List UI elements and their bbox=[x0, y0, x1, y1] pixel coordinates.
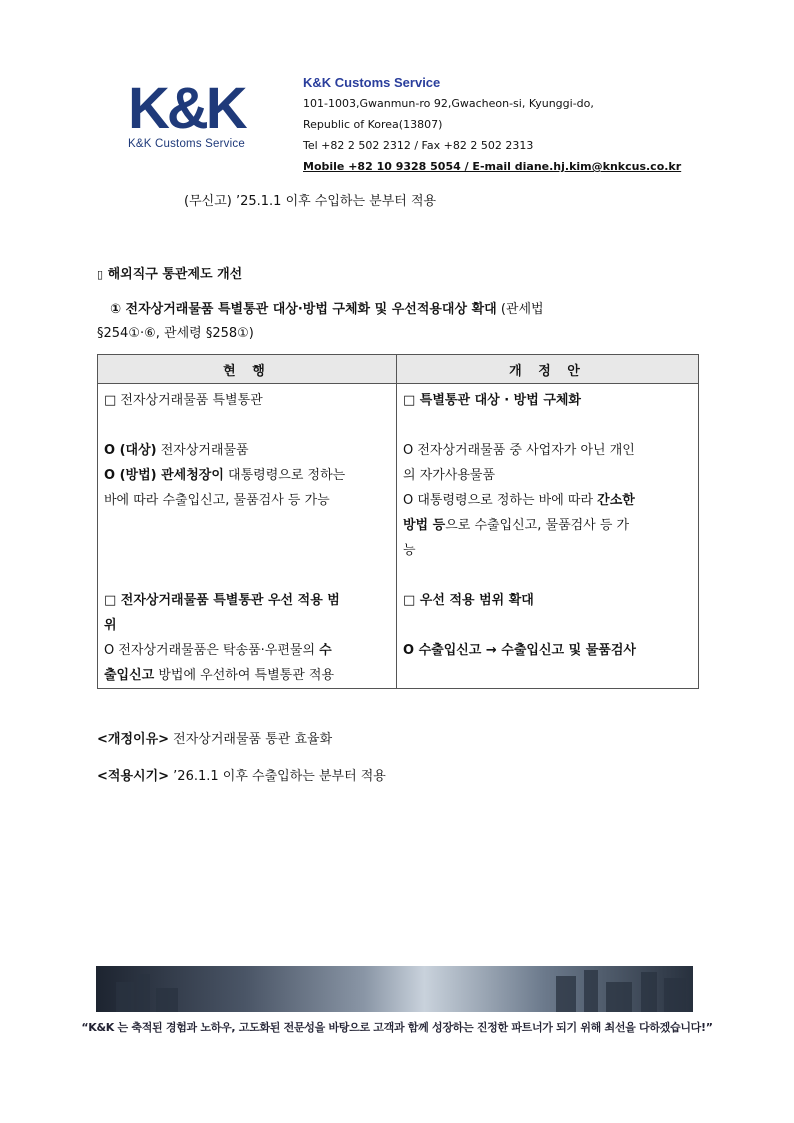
address-line-1: 101-1003,Gwanmun-ro 92,Gwacheon-si, Kyunggi-do, bbox=[303, 97, 594, 110]
company-info bbox=[303, 72, 681, 177]
top-note: (무신고) ’25.1.1 이후 수입하는 분부터 적용 bbox=[184, 194, 437, 209]
item-title-line2: §254①·⑥, 관세령 §258①) bbox=[97, 326, 254, 341]
table-header-row bbox=[98, 355, 699, 384]
comparison-table bbox=[97, 354, 699, 689]
company-logo bbox=[128, 76, 262, 150]
timing-label: <적용시기> bbox=[97, 769, 170, 784]
company-name: K&K Customs Service bbox=[303, 75, 441, 90]
item-title-normal: (관세법 bbox=[496, 302, 544, 317]
revised-line-7: □ 우선 적용 범위 확대 bbox=[403, 593, 534, 608]
item-title-bold: ① 전자상거래물품 특별통관 대상·방법 구체화 및 우선적용대상 확대 bbox=[110, 302, 497, 317]
tel-fax: Tel +82 2 502 2312 / Fax +82 2 502 2313 bbox=[303, 139, 534, 152]
revised-line-4: O 대통령령으로 정하는 바에 따라 간소한 bbox=[403, 493, 635, 508]
current-line-6: 위 bbox=[104, 618, 117, 633]
mobile-email: Mobile +82 10 9328 5054 / E-mail diane.hj.kim@knkcus.co.kr bbox=[303, 160, 682, 173]
current-line-2: O (대상) 전자상거래물품 bbox=[104, 443, 249, 458]
table-row bbox=[98, 384, 699, 689]
application-timing bbox=[97, 765, 386, 784]
current-line-8: 출입신고 방법에 우선하여 특별통관 적용 bbox=[104, 668, 335, 683]
revised-line-1: □ 특별통관 대상 · 방법 구체화 bbox=[403, 393, 581, 408]
current-line-1: □ 전자상거래물품 특별통관 bbox=[104, 393, 263, 408]
revision-reason bbox=[97, 728, 332, 747]
revised-line-5: 방법 등으로 수출입신고, 물품검사 등 가 bbox=[403, 518, 630, 533]
revised-cell bbox=[397, 384, 699, 689]
section-title: 해외직구 통관제도 개선 bbox=[107, 267, 243, 282]
current-cell bbox=[98, 384, 397, 689]
logo-subtitle: K&K Customs Service bbox=[128, 138, 245, 150]
timing-text: ’26.1.1 이후 수출입하는 분부터 적용 bbox=[169, 769, 386, 784]
section-heading bbox=[97, 263, 242, 282]
header-revised: 개 정 안 bbox=[397, 355, 699, 384]
current-line-3: O (방법) 관세청장이 대통령령으로 정하는 bbox=[104, 468, 346, 483]
item-title bbox=[110, 298, 544, 317]
section-bullet: ▯ bbox=[97, 268, 104, 281]
address-line-2: Republic of Korea(13807) bbox=[303, 118, 443, 131]
footer-banner-image bbox=[96, 966, 693, 1012]
revised-line-3: 의 자가사용물품 bbox=[403, 468, 496, 483]
current-line-4: 바에 따라 수출입신고, 물품검사 등 가능 bbox=[104, 493, 330, 508]
header-current: 현 행 bbox=[98, 355, 397, 384]
reason-text: 전자상거래물품 통관 효율화 bbox=[169, 732, 333, 747]
reason-label: <개정이유> bbox=[97, 732, 170, 747]
revised-line-6: 능 bbox=[403, 543, 416, 558]
revised-line-2: O 전자상거래물품 중 사업자가 아닌 개인 bbox=[403, 443, 635, 458]
banner-quote: “K&K 는 축적된 경험과 노하우, 고도화된 전문성을 바탕으로 고객과 함께 성장하는 진정한 파트너가 되기 위해 최선을 다하겠습니다!” bbox=[81, 1021, 713, 1034]
revised-line-8: O 수출입신고 → 수출입신고 및 물품검사 bbox=[403, 643, 636, 658]
current-line-7: O 전자상거래물품은 탁송품·우편물의 수 bbox=[104, 643, 332, 658]
current-line-5: □ 전자상거래물품 특별통관 우선 적용 범 bbox=[104, 593, 340, 608]
logo-mark: K&K bbox=[128, 76, 245, 141]
